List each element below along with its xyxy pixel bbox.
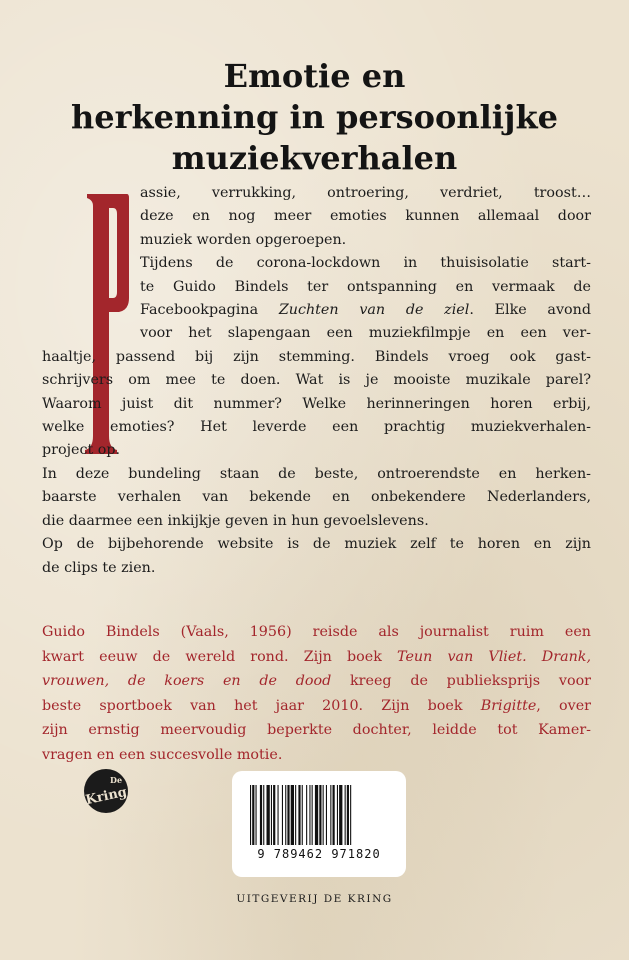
para4-line-2: de clips te zien. — [42, 559, 156, 576]
barcode-bar — [306, 785, 307, 845]
barcode-bar — [263, 785, 264, 845]
barcode-bar — [282, 785, 283, 845]
barcode-bar — [337, 785, 338, 845]
intro-line-3: muziek worden opgeroepen. — [140, 231, 347, 248]
para2-line-5: schrijvers om mee te doen. Wat is je mooiste muzikale parel? — [42, 372, 591, 389]
barcode-bar — [315, 785, 318, 845]
title-line-3: muziekverhalen — [171, 139, 458, 177]
isbn-number: 9 789462 971820 — [257, 847, 381, 861]
para2-line-8: project op. — [42, 442, 121, 459]
barcode-bar — [250, 785, 251, 845]
author-bio — [42, 620, 591, 767]
barcode-bar — [309, 785, 310, 845]
barcode-bar — [295, 785, 296, 845]
barcode-bar — [350, 785, 351, 845]
title-line-2: herkenning in persoonlijke — [70, 98, 559, 136]
page-title-italic: Zuchten van de ziel — [278, 302, 470, 319]
barcode-bar — [333, 785, 335, 845]
barcode-bar — [319, 785, 321, 845]
barcode-bar — [347, 785, 349, 845]
para2-line-6: Waarom juist dit nummer? Welke herinneringen horen erbij, — [42, 395, 591, 412]
intro-line-1: assie, verrukking, ontroering, verdriet, troost… — [140, 185, 591, 201]
intro-line-2: deze en nog meer emoties kunnen allemaal door — [140, 208, 591, 225]
para4-line-1: Op de bijbehorende website is de muziek zelf te horen en zijn — [42, 536, 591, 553]
barcode-bar — [273, 785, 275, 845]
barcode-bar — [256, 785, 257, 845]
barcode-bar — [298, 785, 300, 845]
bio-line-4: beste sportboek van het jaar 2010. Zijn boek Brigitte, over — [42, 697, 591, 714]
barcode — [232, 771, 406, 877]
barcode-bar — [302, 785, 303, 845]
barcode-bar — [326, 785, 327, 845]
bio-line-5: zijn ernstig meervoudig beperkte dochter, leidde tot Kamer- — [42, 722, 591, 738]
blurb-text — [42, 182, 591, 580]
intro-line-4: Tijdens de corona-lockdown in thuisisolatie start- — [140, 255, 591, 272]
barcode-bars — [250, 785, 392, 845]
svg-text:De: De — [110, 775, 123, 785]
barcode-bar — [285, 785, 286, 845]
barcode-bar — [260, 785, 262, 845]
barcode-bar — [345, 785, 346, 845]
para2-line-3: voor het slapengaan een muziekfilmpje en een ver- — [140, 325, 591, 342]
bio-line-1: Guido Bindels (Vaals, 1956) reisde als journalist ruim een — [42, 624, 591, 640]
bio-line-6: vragen en een succesvolle motie. — [42, 746, 283, 763]
para3-line-2: baarste verhalen van bekende en onbekendere Nederlanders, — [42, 489, 591, 506]
bio-line-2: kwart eeuw de wereld rond. Zijn boek Teun van Vliet. Drank, — [42, 648, 592, 665]
barcode-bar — [287, 785, 289, 845]
barcode-bar — [312, 785, 313, 845]
para3-line-3: die daarmee een inkijkje geven in hun gevoelslevens. — [42, 512, 429, 529]
para2-line-1: te Guido Bindels ter ontspanning en vermaak de — [140, 278, 591, 295]
barcode-bar — [278, 785, 279, 845]
publisher-name: UITGEVERIJ DE KRING — [236, 893, 393, 905]
publisher-logo — [83, 768, 129, 814]
barcode-bar — [271, 785, 272, 845]
para2-line-7: welke emoties? Het leverde een prachtig muziekverhalen- — [42, 419, 591, 436]
para3-line-1: In deze bundeling staan de beste, ontroerendste en herken- — [42, 465, 591, 482]
bio-line-3: vrouwen, de koers en de dood kreeg de publieksprijs voor — [42, 673, 592, 689]
svg-text:Kring: Kring — [84, 784, 129, 809]
title-line-1: Emotie en — [223, 57, 406, 95]
para2-line-4: haaltje, passend bij zijn stemming. Bindels vroeg ook gast- — [42, 348, 591, 365]
barcode-bar — [252, 785, 254, 845]
barcode-bar — [267, 785, 270, 845]
para2-line-2: Facebookpagina Zuchten van de ziel. Elke avond — [140, 302, 591, 319]
barcode-bar — [291, 785, 294, 845]
barcode-bar — [323, 785, 324, 845]
barcode-bar — [330, 785, 331, 845]
barcode-bar — [339, 785, 342, 845]
book-title — [40, 56, 589, 179]
